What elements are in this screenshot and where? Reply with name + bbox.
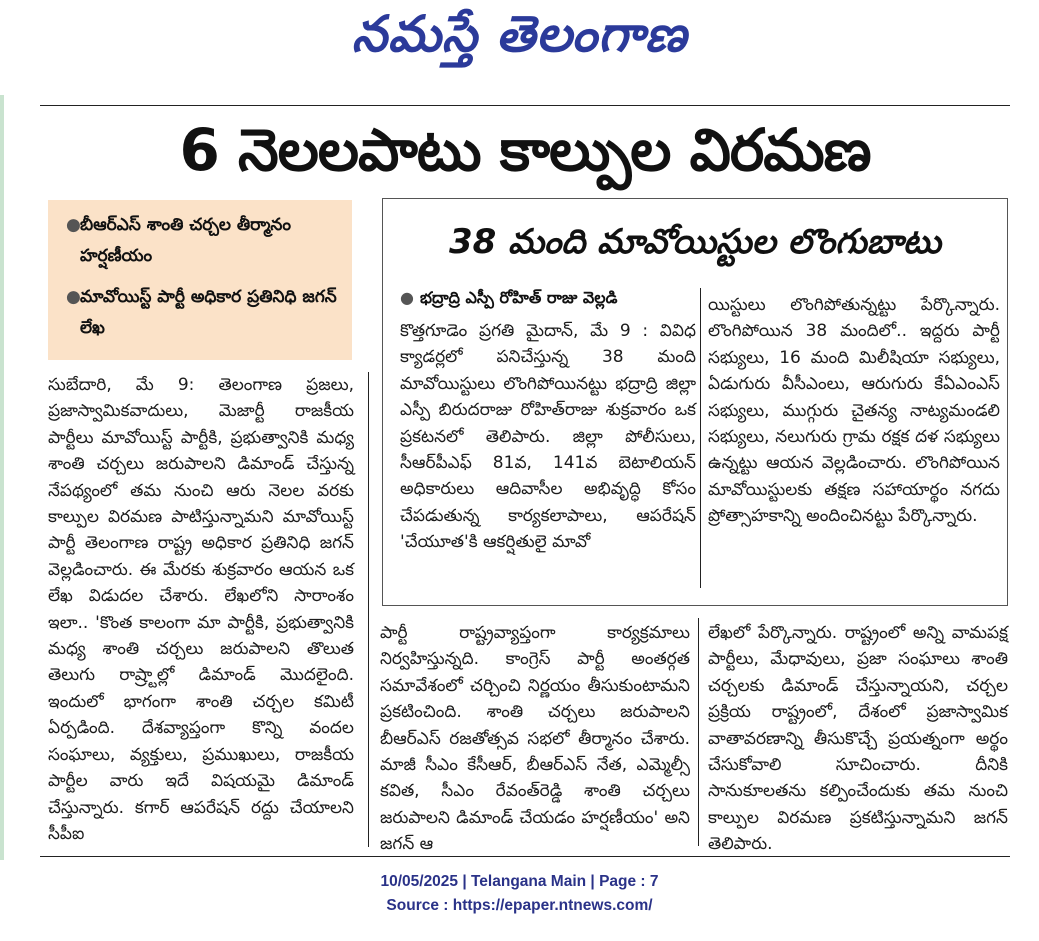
- inset-column-2: [708, 292, 1000, 530]
- highlight-item: [66, 210, 348, 272]
- footer-date-line: 10/05/2025 | Telangana Main | Page : 7: [380, 873, 659, 890]
- column-divider: [698, 618, 699, 846]
- footer-source-line: Source : https://epaper.ntnews.com/: [386, 897, 653, 914]
- footer: [0, 870, 1039, 918]
- left-column: [48, 372, 354, 847]
- column-divider: [368, 372, 369, 847]
- body-paragraph: కొత్తగూడెం ప్రగతి మైదాన్, మే 9 : వివిధ క్యాడర్లలో పనిచేస్తున్న 38 మంది మావోయిస్టులు లొంగిపోయినట్టు భద్రాద్రి జిల్లా ఎస్పీ బిరుదరాజు రోహిత్‌రాజు శుక్రవారం ఒక ప్రకటనలో తెలిపారు. జిల్లా పోలీసులు, సీఆర్‌పీఎఫ్ 81వ, 141వ బెటాలియన్ అధికారులు ఆదివాసీల అభివృద్ధి కోసం చేపడుతున్న కార్యకలాపాలు, ఆపరేషన్ 'చేయూత'కి ఆకర్షితులై మావో: [400, 321, 696, 553]
- body-paragraph: సుబేదారి, మే 9: తెలంగాణ ప్రజలు, ప్రజాస్వామికవాదులు, మెజార్టీ రాజకీయ పార్టీలు మావోయిస్ట్ పార్టీకి, ప్రభుత్వానికి మధ్య శాంతి చర్చలు జరుపాలని డిమాండ్ చేస్తున్న నేపథ్యంలో తమ నుంచి ఆరు నెలల వరకు కాల్పుల విరమణ పాటిస్తున్నామని మావోయిస్ట్ పార్టీ తెలంగాణ రాష్ట్ర అధికార ప్రతినిధి జగన్ వెల్లడించారు. ఈ మేరకు శుక్రవారం ఆయన ఒక లేఖ విడుదల చేశారు. లేఖలోని సారాంశం ఇలా.. 'కొంత కాలంగా మా పార్టీకి, ప్రభుత్వానికి మధ్య శాంతి చర్చలు జరుపాలని తొలుత తెలుగు రాష్ర్టాల్లో డిమాండ్ మొదలైంది. ఇందులో భాగంగా శాంతి చర్చల కమిటీ ఏర్పడింది. దేశవ్యాప్తంగా కొన్ని వందల సంఘాలు, వ్యక్తులు, ప్రముఖులు, రాజకీయ పార్టీల వారు ఇదే విషయమై డిమాండ్ చేస్తున్నారు. కగార్ ఆపరేషన్ రద్దు చేయాలని సీపీఐ: [48, 375, 354, 844]
- page-edge: [0, 95, 4, 860]
- highlight-text: బీఆర్ఎస్ శాంతి చర్చల తీర్మానం హర్షణీయం: [80, 215, 291, 266]
- sub-bullet-text: భద్రాద్రి ఎస్పీ రోహిత్ రాజు వెల్లడి: [419, 288, 618, 307]
- highlights-box: [48, 200, 352, 360]
- inset-sub-bullet: [400, 288, 696, 311]
- highlight-item: [66, 282, 348, 344]
- inset-headline: 38 మంది మావోయిస్టుల లొంగుబాటు: [448, 222, 942, 262]
- inset-column-divider: [700, 288, 701, 588]
- bottom-rule: [40, 856, 1010, 857]
- bullet-icon: ●: [400, 288, 414, 307]
- headline: 6 నెలలపాటు కాల్పుల విరమణ: [179, 116, 871, 184]
- body-paragraph: లేఖలో పేర్కొన్నారు. రాష్ట్రంలో అన్ని వామపక్ష పార్టీలు, మేధావులు, ప్రజా సంఘాలు శాంతి చర్చలకు డిమాండ్ చేస్తున్నాయని, చర్చల ప్రక్రియ రాష్ట్రంలో, దేశంలో ప్రజాస్వామిక వాతావరణాన్ని తీసుకొచ్చే ప్రయత్నంగా అర్థం చేసుకోవాలి సూచించారు. దీనికి సానుకూలతను కల్పించేందుకు తమ నుంచి కాల్పుల విరమణ ప్రకటిస్తున్నామని జగన్ తెలిపారు.: [708, 623, 1008, 855]
- body-paragraph: యిస్టులు లొంగిపోతున్నట్టు పేర్కొన్నారు. లొంగిపోయిన 38 మందిలో.. ఇద్దరు పార్టీ సభ్యులు, 16 మంది మిలీషియా సభ్యులు, ఏడుగురు వీసీఎంలు, ఆరుగురు కేఏఎంఎస్ సభ్యులు, ముగ్గురు చైతన్య నాట్యమండలి సభ్యులు, నలుగురు గ్రామ రక్షక దళ సభ్యులు ఉన్నట్టు ఆయన వెల్లడించారు. లొంగిపోయిన మావోయిస్టులకు తక్షణ సహాయార్థం నగదు ప్రోత్సాహకాన్ని అందించినట్టు పేర్కొన్నారు.: [708, 295, 1000, 527]
- bullet-icon: ●: [66, 287, 81, 307]
- inset-column-1: [400, 318, 696, 556]
- newspaper-title: నమస్తే తెలంగాణ: [351, 4, 688, 63]
- body-paragraph: పార్టీ రాష్ట్రవ్యాప్తంగా కార్యక్రమాలు నిర్వహిస్తున్నది. కాంగ్రెస్ పార్టీ అంతర్గత సమావేశంలో చర్చించి నిర్ణయం తీసుకుంటామని ప్రకటించింది. శాంతి చర్చలు జరుపాలని బీఆర్ఎస్ రజతోత్సవ సభలో తీర్మానం చేశారు. మాజీ సీఎం కేసీఆర్, బీఆర్ఎస్ నేత, ఎమ్మెల్సీ కవిత, సీఎం రేవంత్‌రెడ్డి శాంతి చర్చలు జరుపాలని డిమాండ్ చేయడం హర్షణీయం' అని జగన్ ఆ: [380, 623, 690, 855]
- bullet-icon: ●: [66, 215, 81, 235]
- right-column: [708, 620, 1008, 858]
- highlight-text: మావోయిస్ట్ పార్టీ అధికార ప్రతినిధి జగన్ లేఖ: [80, 287, 337, 338]
- masthead: [0, 0, 1039, 78]
- headline-top-rule: [40, 105, 1010, 106]
- middle-column: [380, 620, 690, 858]
